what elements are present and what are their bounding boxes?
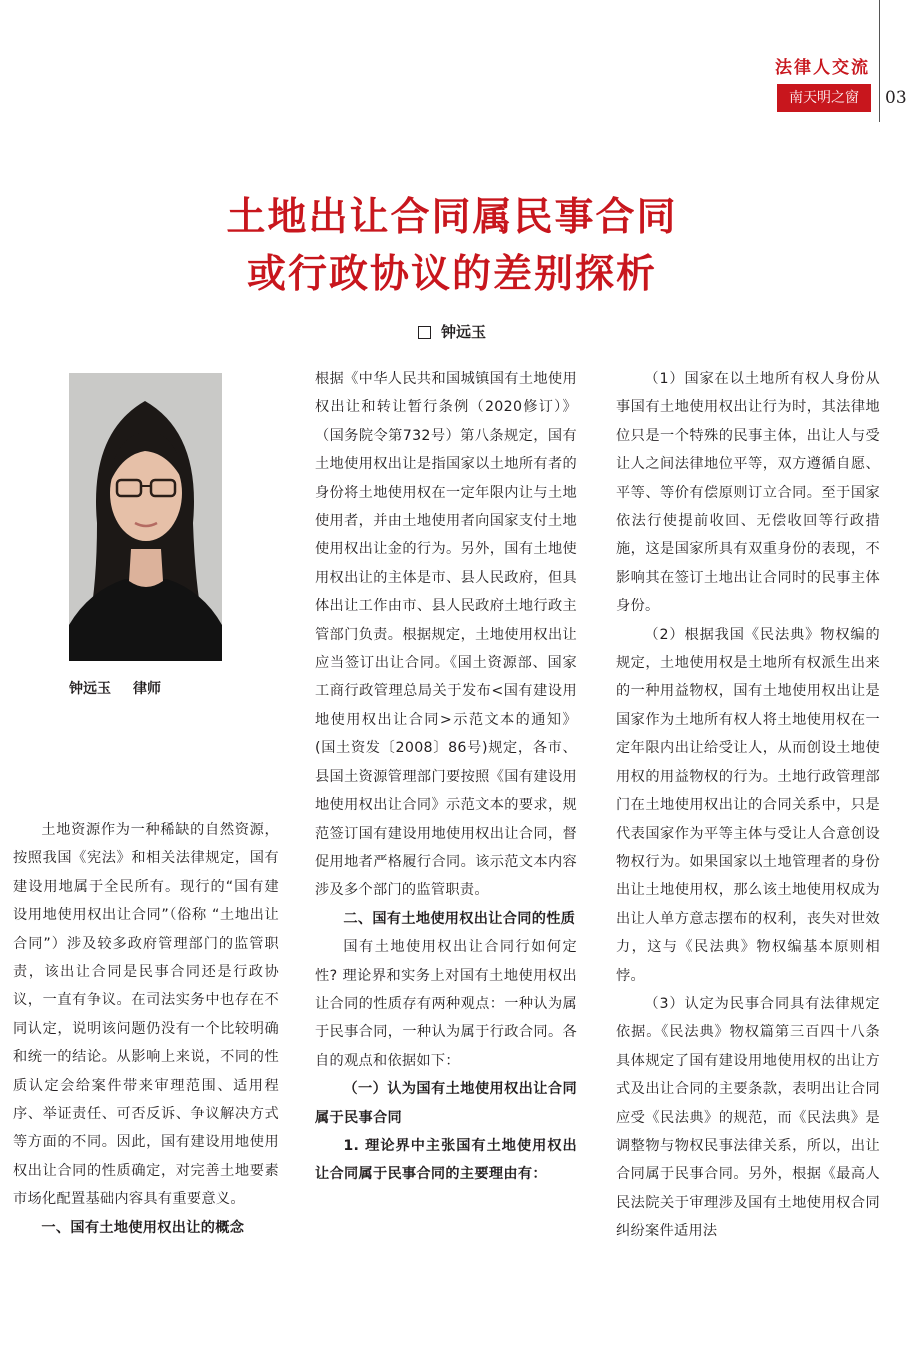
header-rule [879,0,880,122]
paragraph: 土地资源作为一种稀缺的自然资源，按照我国《宪法》和相关法律规定，国有建设用地属于全民所有。现行的“国有建设用地使用权出让合同”（俗称 “土地出让合同”）涉及较多政府管理部门的监管职责，该出让合同是民事合同还是行政协议，一直有争议。在司法实务中也存在不同认定，说明该问题仍没有一个比较明确和统一的结论。从影响上来说，不同的性质认定会给案件带来审理范围、适用程序、举证责任、可否反诉、争议解决方式等方面的不同。因此，国有建设用地使用权出让合同的性质确定，对完善土地要素市场化配置基础内容具有重要意义。 [13,822,279,1208]
byline-box-icon [418,326,431,339]
article-title-line2: 或行政协议的差别探析 [246,252,657,297]
section-heading: 一、国有土地使用权出让的概念 [41,1219,245,1236]
portrait-illustration [69,373,222,661]
photo-caption [69,678,161,698]
subsection-heading: （一）认为国有土地使用权出让合同属于民事合同 [315,1081,577,1126]
author-photo [69,373,222,661]
section-name: 法律人交流 [775,58,870,78]
caption-role: 律师 [133,681,161,697]
column-1 [13,816,279,1242]
paragraph: （1）国家在以土地所有权人身份从事国有土地使用权出让行为时，其法律地位只是一个特殊的民事主体，出让人与受让人之间法律地位平等，双方遵循自愿、平等、等价有偿原则订立合同。至于国家依法行使提前收回、无偿收回等行政措施，这是国家所具有双重身份的表现，不影响其在签订土地出让合同时的民事主体身份。 [616,371,880,615]
paragraph: 国有土地使用权出让合同行如何定性? 理论界和实务上对国有土地使用权出让合同的性质存有两种观点：一种认为属于民事合同，一种认为属于行政合同。各自的观点和依据如下： [315,939,577,1069]
page-number: 03 [885,88,907,108]
article-title-line1: 土地出让合同属民事合同 [226,195,678,240]
paragraph: （3）认定为民事合同具有法律规定依据。《民法典》物权篇第三百四十八条具体规定了国有建设用地使用权的出让方式及出让合同的主要条款，表明出让合同应受《民法典》的规范，而《民法典》是调整物与物权民事法律关系，所以，出让合同属于民事合同。另外，根据《最高人民法院关于审理涉及国有土地使用权合同纠纷案件适用法 [616,995,880,1240]
subsection-heading: 1. 理论界中主张国有土地使用权出让合同属于民事合同的主要理由有： [315,1137,577,1183]
author-name: 钟远玉 [440,323,486,341]
section-heading: 二、国有土地使用权出让合同的性质 [343,910,576,927]
column-2 [315,365,577,1189]
column-3 [616,365,880,1246]
caption-name: 钟远玉 [69,681,111,697]
column-tag: 南天明之窗 [777,84,871,112]
paragraph: 根据《中华人民共和国城镇国有土地使用权出让和转让暂行条例（2020修订）》（国务院令第732号）第八条规定，国有土地使用权出让是指国家以土地所有者的身份将土地使用权在一定年限内让与土地使用者，并由土地使用者向国家支付土地使用权出让金的行为。另外，国有土地使用权出让的主体是市、县人民政府，但具体出让工作由市、县人民政府土地行政主管部门负责。根据规定，土地使用权出让应当签订出让合同。《国土资源部、国家工商行政管理总局关于发布<国有建设用地使用权出让合同>示范文本的通知》(国土资发〔2008〕86号)规定，各市、县国土资源管理部门要按照《国有建设用地使用权出让合同》示范文本的要求，规范签订国有建设用地使用权出让合同，督促用地者严格履行合同。该示范文本内容涉及多个部门的监管职责。 [315,371,577,899]
byline [0,321,904,342]
paragraph: （2）根据我国《民法典》物权编的规定，土地使用权是土地所有权派生出来的一种用益物权，国有土地使用权出让是国家作为土地所有权人将土地使用权在一定年限内出让给受让人，从而创设土地使用权的用益物权的行为。土地行政管理部门在土地使用权出让的合同关系中，只是代表国家作为平等主体与受让人合意创设物权行为。如果国家以土地管理者的身份出让土地使用权，那么该土地使用权成为出让人单方意志摆布的权利，丧失对世效力，这与《民法典》物权编基本原则相悖。 [616,626,880,984]
